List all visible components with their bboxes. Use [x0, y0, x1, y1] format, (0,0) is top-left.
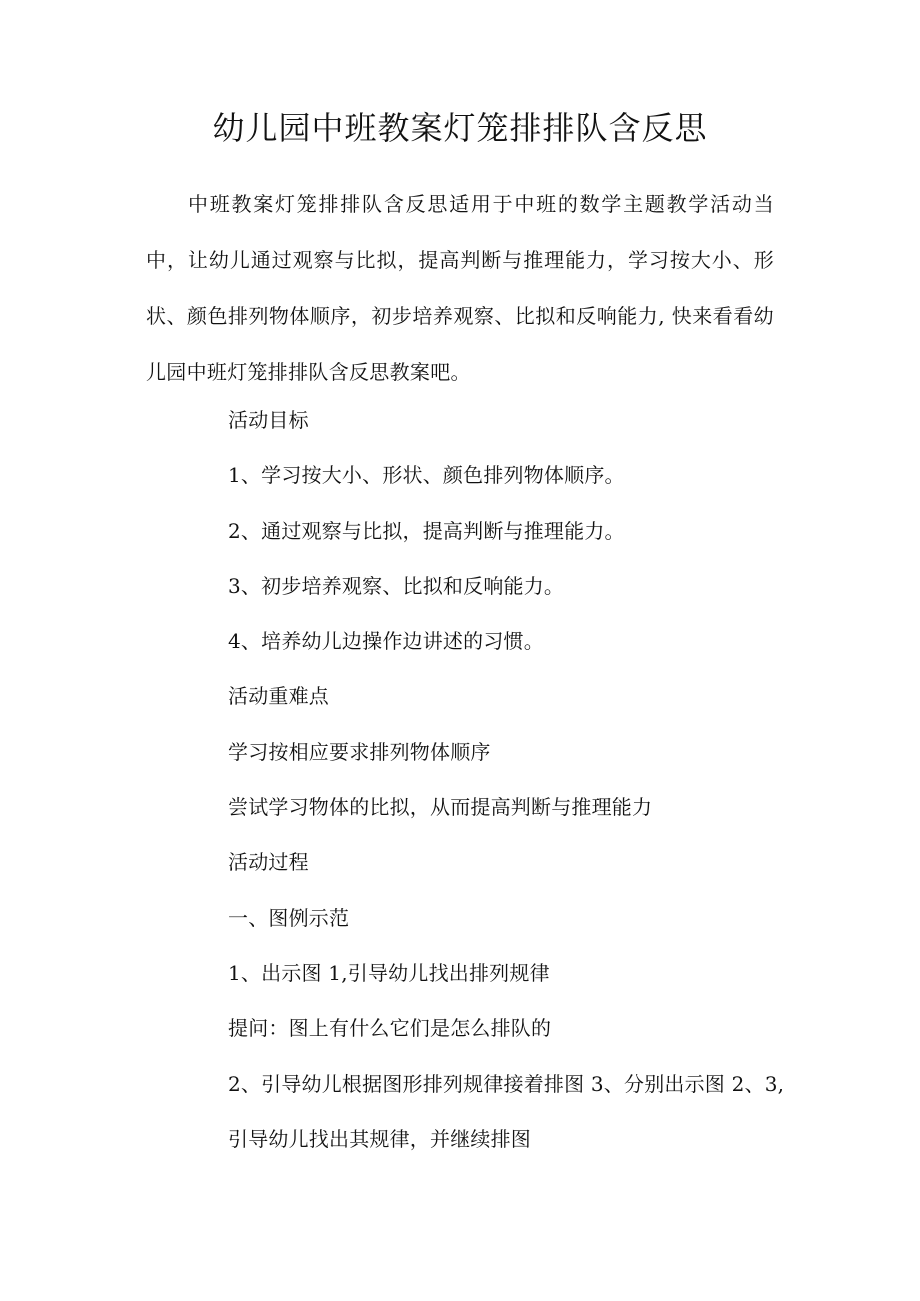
- section-heading-process: 活动过程: [228, 850, 309, 875]
- intro-paragraph: 中班教案灯笼排排队含反思适用于中班的数学主题教学活动当中，让幼儿通过观察与比拟，提高判断与推理能力，学习按大小、形状、颜色排列物体顺序，初步培养观察、比拟和反响能力, 快来看看幼儿园中班灯笼排排队含反思教案吧。: [146, 192, 774, 384]
- section-heading-goals: 活动目标: [228, 408, 309, 432]
- key-point-1: 学习按相应要求排列物体顺序: [228, 739, 491, 764]
- goal-item-3: 3、初步培养观察、比拟和反响能力。: [228, 573, 565, 598]
- goal-item-4: 4、培养幼儿边操作边讲述的习惯。: [228, 629, 544, 654]
- goal-item-1: 1、学习按大小、形状、颜色排列物体顺序。: [228, 463, 625, 488]
- process-question: 提问：图上有什么它们是怎么排队的: [228, 1016, 552, 1041]
- content-list: [228, 393, 788, 1167]
- goal-item-2: 2、通过观察与比拟，提高判断与推理能力。: [228, 518, 625, 543]
- process-step-2-continued: 引导幼儿找出其规律，并继续排图: [228, 1126, 531, 1151]
- process-step-2: 2、引导幼儿根据图形排列规律接着排图 3、分别出示图 2、3,: [228, 1071, 785, 1096]
- process-subheading-1: 一、图例示范: [228, 905, 350, 930]
- document-title: 幼儿园中班教案灯笼排排队含反思: [212, 109, 708, 147]
- key-point-2: 尝试学习物体的比拟，从而提高判断与推理能力: [228, 795, 653, 820]
- section-heading-key-points: 活动重难点: [228, 684, 329, 709]
- process-step-1: 1、出示图 1,引导幼儿找出排列规律: [228, 960, 550, 985]
